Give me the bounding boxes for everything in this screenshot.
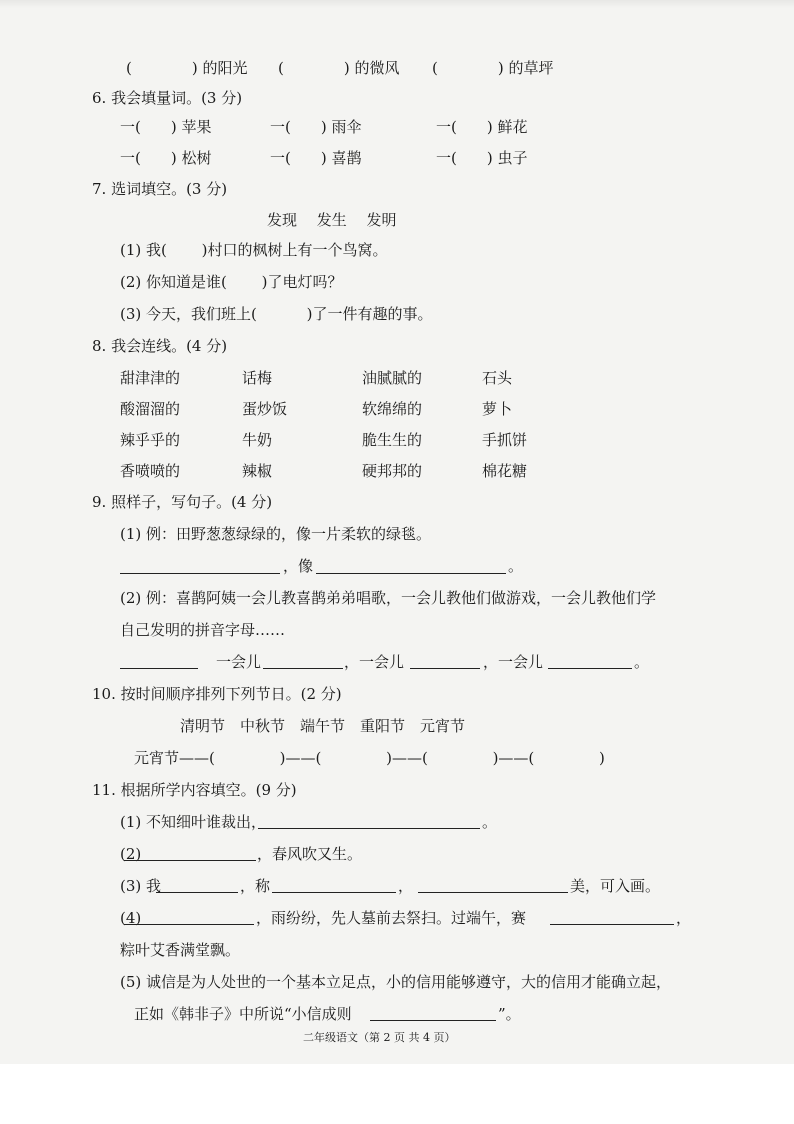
q9-blank-2b[interactable] [263,668,343,669]
q8-c3-2: 软绵绵的 [362,400,423,418]
q8-c3-1: 油腻腻的 [362,369,423,387]
q7-line-1: (1) 我( )村口的枫树上有一个鸟窝。 [120,241,388,259]
q6-title: 6. 我会填量词。(3 分) [92,89,243,107]
q6-r2-b: 一( ) 喜鹊 [270,149,362,167]
q11-blank-2[interactable] [124,860,256,861]
q8-c1-1: 甜津津的 [120,369,181,387]
q6-r1-c: 一( ) 鲜花 [436,118,528,136]
q9-w2: ，一会儿 [344,653,405,671]
q9-blank-2d[interactable] [548,668,632,669]
q8-c4-3: 手抓饼 [482,431,528,449]
q8-c2-1: 话梅 [242,369,273,387]
q11-l5-line2: 正如《韩非子》中所说“小信成则 [134,1005,352,1023]
q6-r2-c: 一( ) 虫子 [436,149,528,167]
q11-blank-5[interactable] [370,1020,496,1021]
q11-l4-pre: (4) [120,909,142,927]
q11-blank-1[interactable] [258,828,480,829]
q9-blank-2c[interactable] [410,668,480,669]
q5-item-3: ( ) 的草坪 [432,59,554,77]
q11-blank-3b[interactable] [272,892,396,893]
q9-end-2: 。 [634,653,650,671]
q8-c2-3: 牛奶 [242,431,273,449]
q9-example-2-line2: 自己发明的拼音字母…… [120,621,286,639]
q9-end-1: 。 [508,557,524,575]
q11-l5-line1: (5) 诚信是为人处世的一个基本立足点，小的信用能够遵守，大的信用才能确立起， [120,973,672,991]
q9-w1: 一会儿 [216,653,262,671]
q11-l4-line2: 粽叶艾香满堂飘。 [120,941,241,959]
q6-r1-a: 一( ) 苹果 [120,118,212,136]
q7-options: 发现 发生 发明 [267,211,397,229]
q11-l4-a: ，雨纷纷，先人墓前去祭扫。过端午，赛 [256,909,527,927]
q8-c4-1: 石头 [482,369,513,387]
q8-c2-4: 辣椒 [242,462,273,480]
q10-festivals: 清明节 中秋节 端午节 重阳节 元宵节 [180,717,466,735]
q5-item-1: ( ) 的阳光 [126,59,248,77]
q8-c1-4: 香喷喷的 [120,462,181,480]
q8-c2-2: 蛋炒饭 [242,400,288,418]
q11-l5-end: ”。 [498,1005,521,1023]
q11-l2: ，春风吹又生。 [257,845,363,863]
q8-c3-4: 硬邦邦的 [362,462,423,480]
q8-c1-3: 辣乎乎的 [120,431,181,449]
page-footer: 二年级语文（第 2 页 共 4 页） [303,1031,456,1044]
q5-item-2: ( ) 的微风 [278,59,400,77]
q8-c4-2: 萝卜 [482,400,513,418]
q11-l1: (1) 不知细叶谁裁出， [120,813,267,831]
q11-title: 11. 根据所学内容填空。(9 分) [92,781,297,799]
q8-c1-2: 酸溜溜的 [120,400,181,418]
q9-title: 9. 照样子，写句子。(4 分) [92,493,273,511]
q11-l3-c: 美，可入画。 [570,877,661,895]
q8-title: 8. 我会连线。(4 分) [92,337,228,355]
q10-title: 10. 按时间顺序排列下列节日。(2 分) [92,685,342,703]
q7-line-2: (2) 你知道是谁( )了电灯吗？ [120,273,343,291]
q11-l3-pre: (3) 我 [120,877,162,895]
q9-blank-1b[interactable] [316,573,506,574]
scan-edge [0,0,794,8]
q11-blank-4a[interactable] [124,924,254,925]
q11-l1-end: 。 [482,813,498,831]
q8-c3-3: 脆生生的 [362,431,423,449]
q6-r1-b: 一( ) 雨伞 [270,118,362,136]
q10-order: 元宵节——( )——( )——( )——( ) [134,749,605,767]
q11-l3-b: ， [398,877,414,895]
q11-l3-a: ，称 [240,877,271,895]
q9-blank-2a[interactable] [120,668,198,669]
q9-example-1: (1) 例：田野葱葱绿绿的，像一片柔软的绿毯。 [120,525,432,543]
q11-l4-b: ， [676,909,692,927]
q9-blank-1a[interactable] [120,573,280,574]
q7-line-3: (3) 今天，我们班上( )了一件有趣的事。 [120,305,433,323]
q11-blank-3a[interactable] [156,892,238,893]
q11-blank-4b[interactable] [550,924,674,925]
q9-w3: ，一会儿 [483,653,544,671]
q6-r2-a: 一( ) 松树 [120,149,212,167]
q9-example-2-line1: (2) 例：喜鹊阿姨一会儿教喜鹊弟弟唱歌，一会儿教他们做游戏，一会儿教他们学 [120,589,657,607]
q7-title: 7. 选词填空。(3 分) [92,180,228,198]
q8-c4-4: 棉花糖 [482,462,528,480]
q11-l2-pre: (2) [120,845,142,863]
q11-blank-3c[interactable] [418,892,568,893]
q9-sep: ，像 [283,557,314,575]
